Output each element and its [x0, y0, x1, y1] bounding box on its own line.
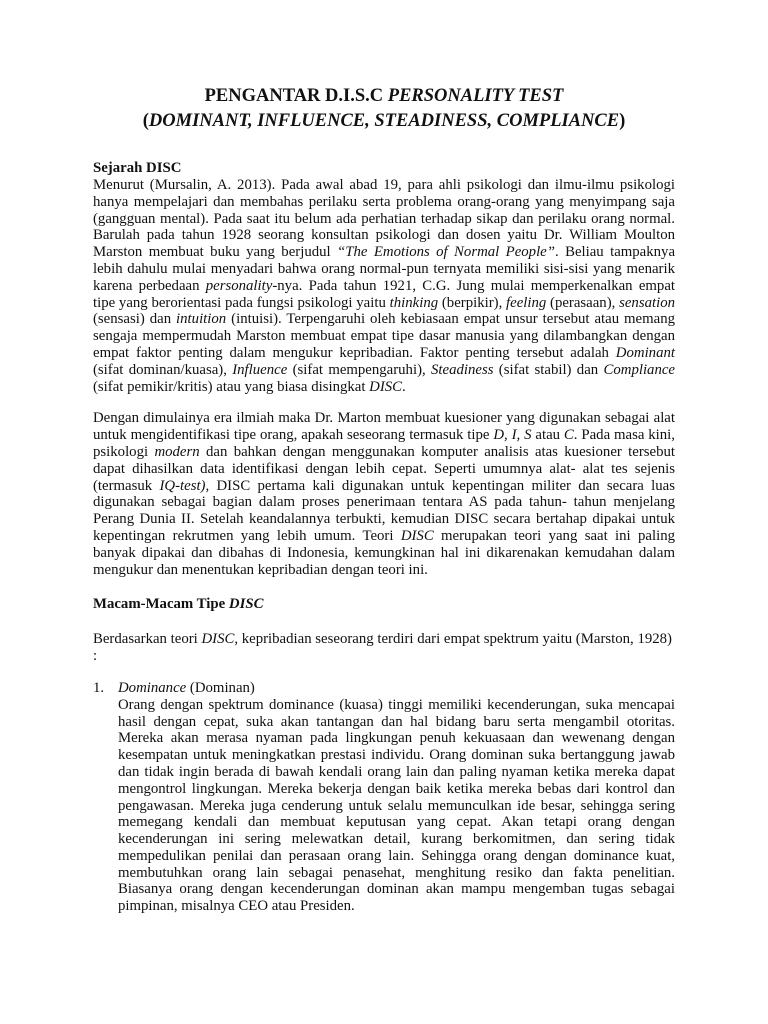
title-prefix: PENGANTAR D.I.S.C [204, 86, 388, 106]
document-page [93, 84, 675, 915]
title-italic: PERSONALITY TEST [387, 86, 564, 106]
list-item-description: Orang dengan spektrum dominance (kuasa) tinggi memiliki kecenderungan, suka mencapai hasil dengan cepat, suka akan tantangan dan hal bidang baru serta mengambil otoritas. Mereka akan merasa nyaman pada lingkungan penuh kekuasaan dan wewenang dengan kesempatan untuk meningkatkan prestasi individu. Orang dominan suka bertanggung jawab dan tidak ingin berada di bawah kendali orang lain dan paling nyaman ketika mereka dapat mengontrol lingkungan. Mereka bekerja dengan baik ketika mereka bebas dari kontrol dan pengawasan. Mereka juga cenderung untuk selalu memunculkan ide besar, sehingga sering memegang kendali dan membuat keputusan yang cepat. Akan tetapi orang dengan kecenderungan ini sering melewatkan detail, kurang berkomitmen, dan sering tidak mempedulikan penilai dan perasaan orang lain. Sehingga orang dengan dominance kuat, membutuhkan orang lain sebagai penasehat, menghitung resiko dan fakta penelitian. Biasanya orang dengan kecenderungan dominan akan mampu mengemban tugas sebagai pimpinan, misalnya CEO atau Presiden. [118, 696, 675, 915]
title-paren-open: ( [142, 111, 149, 131]
document-title-line-2 [93, 109, 675, 134]
title-paren-close: ) [619, 111, 626, 131]
section-heading-macam-tipe: Macam-Macam Tipe DISC [93, 596, 264, 613]
title-subtitle: DOMINANT, INFLUENCE, STEADINESS, COMPLIANCE [148, 111, 620, 131]
section-heading-sejarah: Sejarah DISC [93, 160, 182, 176]
list-number: 1. [93, 679, 105, 696]
list-item-dominance [93, 680, 675, 915]
list-item-term: Dominance (Dominan) [118, 679, 255, 696]
paragraph-macam-tipe-intro: Berdasarkan teori DISC, kepribadian seseorang terdiri dari empat spektrum yaitu (Marston, 1928) : [93, 631, 672, 665]
paragraph-sejarah-2: Dengan dimulainya era ilmiah maka Dr. Marton membuat kuesioner yang digunakan sebagai alat untuk mengidentifikasi tipe orang, apakah seseorang termasuk tipe D, I, S atau C. Pada masa kini, psikologi modern dan bahkan dengan menggunakan komputer analisis atas kuesioner tersebut dapat dihasilkan data identifikasi dengan lebih cepat. Seperti umumnya alat- alat tes sejenis (termasuk IQ-test), DISC pertama kali digunakan untuk kepentingan militer dan secara luas digunakan sebagai bagian dalam proses penerimaan tentara AS pada tahun- tahun menjelang Perang Dunia II. Setelah keandalannya terbukti, kemudian DISC secara bertahap dipakai untuk kepentingan rekrutmen yang lebih umum. Teori DISC merupakan teori yang saat ini paling banyak dipakai dan dibahas di Indonesia, kemungkinan hal ini dikarenakan kemudahan dalam mengukur dan menentukan kepribadian dengan teori ini. [93, 410, 675, 578]
paragraph-sejarah-1: Menurut (Mursalin, A. 2013). Pada awal abad 19, para ahli psikologi dan ilmu-ilmu psikologi hanya mempelajari dan membahas perilaku serta problema orang-orang yang menyimpang saja (gangguan mental). Pada saat itu belum ada perhatian terhadap sikap dan perilaku orang normal. Barulah pada tahun 1928 seorang konsultan psikologi dan dosen yaitu Dr. William Moulton Marston membuat buku yang berjudul “The Emotions of Normal People”. Beliau tampaknya lebih dahulu mulai menyadari bahwa orang normal-pun ternyata memiliki sisi-sisi yang menarik karena perbedaan personality-nya. Pada tahun 1921, C.G. Jung mulai memperkenalkan empat tipe yang berorientasi pada fungsi psikologi yaitu thinking (berpikir), feeling (perasaan), sensation (sensasi) dan intuition (intuisi). Terpengaruhi oleh kebiasaan empat unsur tersebut atau memang sengaja mempermudah Marston membuat empat tipe dasar manusia yang dilambangkan dengan empat faktor penting dalam mengukur kepribadian. Faktor penting tersebut adalah Dominant (sifat dominan/kuasa), Influence (sifat mempengaruhi), Steadiness (sifat stabil) dan Compliance (sifat pemikir/kritis) atau yang biasa disingkat DISC. [93, 177, 676, 395]
document-title-line-1 [93, 84, 675, 109]
